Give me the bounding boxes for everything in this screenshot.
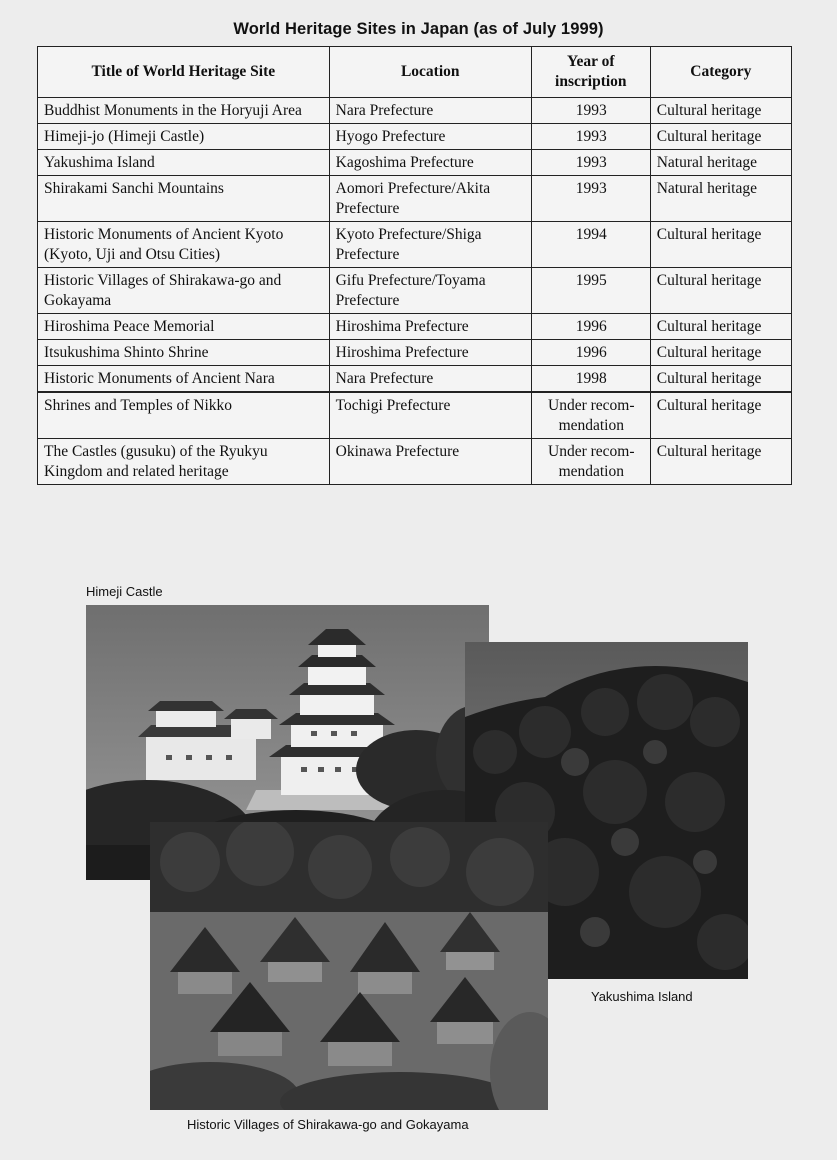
cell-category: Natural heritage [650,150,791,176]
cell-location: Hiroshima Prefecture [329,314,531,340]
cell-category: Cultural heritage [650,366,791,393]
cell-location: Kagoshima Prefecture [329,150,531,176]
table-row [38,150,792,176]
heritage-table [37,46,792,485]
cell-title: Buddhist Monuments in the Horyuji Area [38,98,330,124]
cell-location: Hiroshima Prefecture [329,340,531,366]
village-illustration [150,822,548,1110]
table-row [38,124,792,150]
shirakawa-caption: Historic Villages of Shirakawa-go and Gokayama [187,1117,469,1132]
cell-year: 1993 [531,176,650,222]
cell-year: 1993 [531,150,650,176]
cell-year: 1993 [531,98,650,124]
table-row [38,98,792,124]
table-row [38,439,792,485]
table-row [38,392,792,439]
cell-year: 1993 [531,124,650,150]
header-category: Category [650,47,791,98]
cell-location: Gifu Prefecture/Toyama Prefecture [329,268,531,314]
cell-year: Under recom-mendation [531,392,650,439]
cell-year: 1996 [531,340,650,366]
cell-category: Natural heritage [650,176,791,222]
cell-location: Aomori Prefecture/Akita Prefecture [329,176,531,222]
cell-category: Cultural heritage [650,222,791,268]
cell-category: Cultural heritage [650,268,791,314]
cell-year: 1994 [531,222,650,268]
cell-location: Hyogo Prefecture [329,124,531,150]
table-row [38,222,792,268]
cell-year: 1996 [531,314,650,340]
cell-title: Hiroshima Peace Memorial [38,314,330,340]
cell-title: Historic Monuments of Ancient Nara [38,366,330,393]
cell-location: Nara Prefecture [329,366,531,393]
cell-title: Shrines and Temples of Nikko [38,392,330,439]
cell-location: Okinawa Prefecture [329,439,531,485]
cell-title: Himeji-jo (Himeji Castle) [38,124,330,150]
cell-title: Historic Monuments of Ancient Kyoto (Kyoto, Uji and Otsu Cities) [38,222,330,268]
cell-year: 1995 [531,268,650,314]
cell-category: Cultural heritage [650,392,791,439]
table-row [38,176,792,222]
header-title: Title of World Heritage Site [38,47,330,98]
cell-title: Shirakami Sanchi Mountains [38,176,330,222]
cell-title: Itsukushima Shinto Shrine [38,340,330,366]
cell-title: Historic Villages of Shirakawa-go and Gokayama [38,268,330,314]
page-title: World Heritage Sites in Japan (as of July 1999) [233,20,604,38]
cell-location: Tochigi Prefecture [329,392,531,439]
cell-year: 1998 [531,366,650,393]
cell-category: Cultural heritage [650,439,791,485]
cell-location: Kyoto Prefecture/Shiga Prefecture [329,222,531,268]
header-location: Location [329,47,531,98]
header-year: Year of inscription [531,47,650,98]
cell-category: Cultural heritage [650,340,791,366]
table-row [38,366,792,393]
cell-category: Cultural heritage [650,314,791,340]
yakushima-caption: Yakushima Island [591,989,693,1004]
himeji-caption: Himeji Castle [86,584,163,599]
table-row [38,340,792,366]
cell-category: Cultural heritage [650,98,791,124]
table-header-row [38,47,792,98]
table-row [38,268,792,314]
table-row [38,314,792,340]
cell-location: Nara Prefecture [329,98,531,124]
shirakawa-go-photo [150,822,548,1110]
cell-category: Cultural heritage [650,124,791,150]
cell-title: The Castles (gusuku) of the Ryukyu Kingdom and related heritage [38,439,330,485]
cell-year: Under recom-mendation [531,439,650,485]
cell-title: Yakushima Island [38,150,330,176]
